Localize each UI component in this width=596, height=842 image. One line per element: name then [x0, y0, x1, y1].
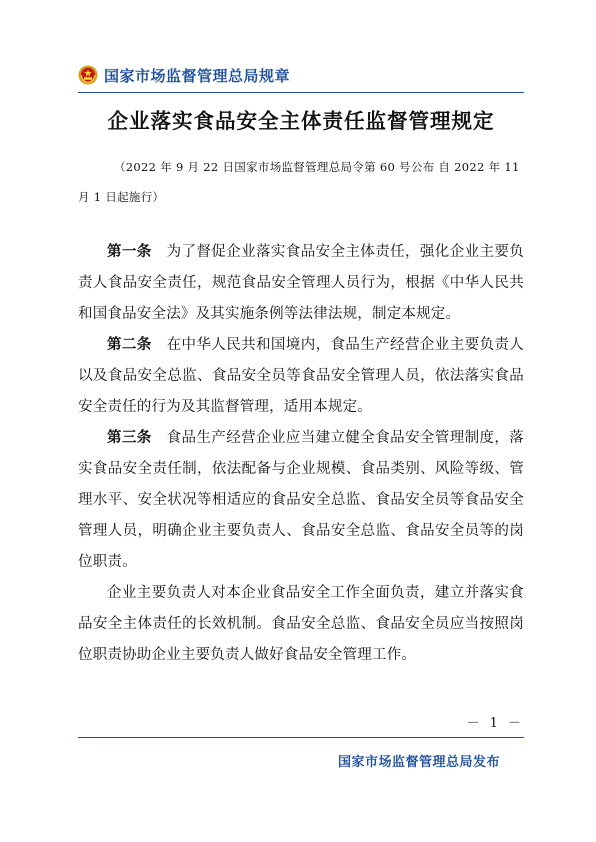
article-label: 第二条	[107, 337, 152, 353]
header-divider	[78, 92, 524, 93]
page-number: － 1 －	[466, 716, 524, 731]
footer-publisher: 国家市场监督管理总局发布	[337, 755, 500, 770]
article-text: 企业主要负责人对本企业食品安全工作全面负责，建立并落实食品安全主体责任的长效机制。食品安全总监、食品安全员应当按照岗位职责协助企业主要负责人做好食品安全管理工作。	[78, 585, 524, 663]
national-emblem-icon	[78, 65, 98, 85]
footer-divider	[78, 737, 524, 738]
article-1	[78, 237, 524, 330]
article-3-paragraph-2	[78, 578, 524, 671]
article-text: 在中华人民共和国境内，食品生产经营企业主要负责人以及食品安全总监、食品安全员等食品安全管理人员，依法落实食品安全责任的行为及其监督管理，适用本规定。	[78, 337, 524, 415]
document-body	[78, 237, 524, 671]
article-3	[78, 423, 524, 578]
page-header	[78, 62, 290, 88]
article-text: 为了督促企业落实食品安全主体责任，强化企业主要负责人食品安全责任，规范食品安全管理人员行为，根据《中华人民共和国食品安全法》及其实施条例等法律法规，制定本规定。	[78, 244, 524, 322]
document-title: 企业落实食品安全主体责任监督管理规定	[107, 109, 495, 133]
article-label: 第一条	[107, 244, 152, 260]
header-title: 国家市场监督管理总局规章	[104, 66, 291, 85]
article-label: 第三条	[107, 430, 152, 446]
article-text: 食品生产经营企业应当建立健全食品安全管理制度，落实食品安全责任制，依法配备与企业规模、食品类别、风险等级、管理水平、安全状况等相适应的食品安全总监、食品安全员等食品安全管理人员，明确企业主要负责人、食品安全总监、食品安全员等的岗位职责。	[78, 430, 524, 570]
document-subtitle: （2022 年 9 月 22 日国家市场监督管理总局令第 60 号公布 自 2022 年 11 月 1 日起施行）	[78, 160, 520, 204]
article-2	[78, 330, 524, 423]
